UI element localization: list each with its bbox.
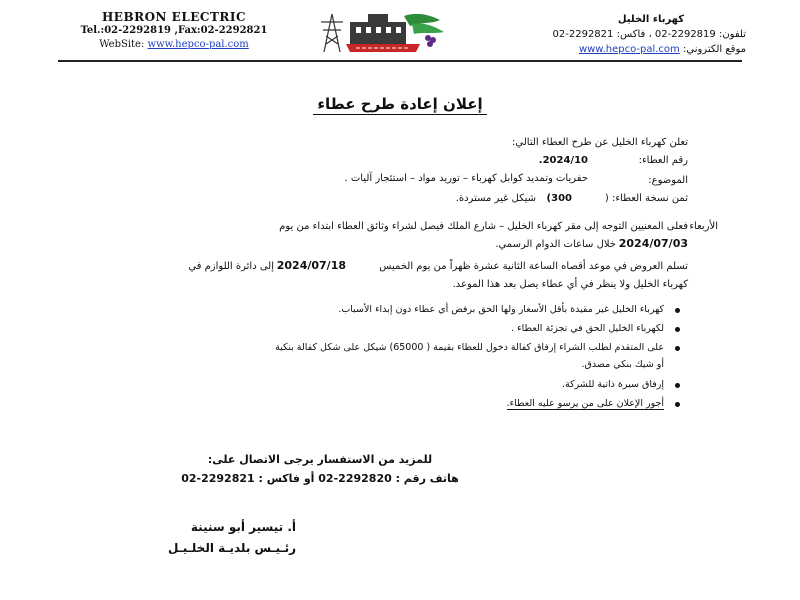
website-label-en: WebSite: (99, 39, 145, 50)
submission-deadline: 2024/07/18 (276, 259, 346, 272)
price-label: ثمن نسخة العطاء: ( (604, 193, 688, 204)
list-item (511, 322, 664, 336)
list-item-text: على المتقدم لطلب الشراء إرفاق كفالة دخول للعطاء بقيمة ( 65000) شيكل على شكل كفالة بنكية (275, 342, 664, 353)
contact-numbers: هاتف رقم : 2292820-02 أو فاكس : 2292821-02 (181, 472, 459, 485)
arabic-letterhead (476, 12, 746, 57)
website-ar (476, 42, 746, 57)
hebron-municipality-logo (316, 10, 448, 54)
list-item-text: لكهرباء الخليل الحق في تجزئة العطاء . (511, 323, 664, 334)
signatory-name: أ. تيسير أبو سنينة (190, 520, 296, 534)
list-item-text: كهرباء الخليل غير مقيدة بأقل الأسعار ولها الحق برفض أي عطاء دون إبداء الأسباب. (338, 304, 664, 315)
website-link-en[interactable]: www.hepco-pal.com (147, 39, 249, 50)
website-label-ar: موقع الكتروني: (682, 44, 746, 55)
purchase-day: الأربعاء (689, 221, 718, 232)
tender-number-value: 2024/10. (538, 155, 588, 166)
list-item-text: أجور الإعلان على من يرسو عليه العطاء. (506, 398, 664, 409)
bullet-dot (675, 308, 680, 313)
contact-numbers-en: Tel.:02-2292819 ,Fax:02-2292821 (80, 25, 268, 36)
bullet-dot (675, 383, 680, 388)
contact-numbers-ar: تلفون: 2292819-02 ، فاكس: 2292821-02 (552, 29, 746, 40)
subject-value: حفريات وتمديد كوابل كهرباء – توريد مواد – استئجار آليات . (344, 173, 588, 184)
submission-destination: إلى دائرة اللوازم في (188, 261, 274, 272)
title-text: إعلان إعادة طرح عطاء (313, 95, 486, 115)
english-letterhead (64, 10, 284, 52)
contact-heading: للمزيد من الاستفسار يرجى الاتصال على: (207, 453, 433, 466)
announcement-title (0, 94, 800, 113)
list-item (338, 303, 664, 317)
conditions-list (104, 303, 664, 413)
website-link-ar[interactable]: www.hepco-pal.com (578, 44, 680, 55)
company-name-en: HEBRON ELECTRIC (101, 10, 247, 24)
header-divider (58, 60, 742, 62)
list-item-continuation: أو شيك بنكي مصدق. (581, 359, 664, 370)
intro-line: تعلن كهرباء الخليل عن طرح العطاء التالي: (512, 137, 688, 148)
submission-text: تسلم العروض في موعد أقصاه الساعة الثانية عشرة ظهراً من يوم الخميس (379, 261, 688, 272)
price-suffix: شيكل غير مستردة. (455, 193, 536, 204)
purchase-hours: خلال ساعات الدوام الرسمي. (495, 239, 616, 250)
tender-number-label: رقم العطاء: (638, 155, 688, 166)
list-item (275, 341, 664, 355)
purchase-start-date: 2024/07/03 (618, 237, 688, 250)
purchase-paragraph: فعلى المعنيين التوجه إلى مقر كهرباء الخليل – شارع الملك فيصل لشراء وثائق العطاء ابتداء من يوم (279, 221, 688, 232)
list-item (562, 378, 664, 392)
list-item-text: إرفاق سيرة ذاتية للشركة. (561, 379, 664, 390)
price-value: 300) (546, 193, 572, 204)
list-item (507, 397, 664, 411)
bullet-dot (675, 346, 680, 351)
website-en (64, 38, 284, 52)
bullet-dot (675, 327, 680, 332)
signatory-position: رئـيـس بلديـة الخلـيـل (167, 541, 296, 555)
subject-label: الموضوع: (648, 175, 688, 186)
tender-details (108, 136, 718, 306)
bullet-dot (675, 402, 680, 407)
company-name-ar: كهرباء الخليل (617, 14, 685, 25)
submission-late-note: كهرباء الخليل ولا ينظر في أي عطاء يصل بعد هذا الموعد. (452, 279, 688, 290)
